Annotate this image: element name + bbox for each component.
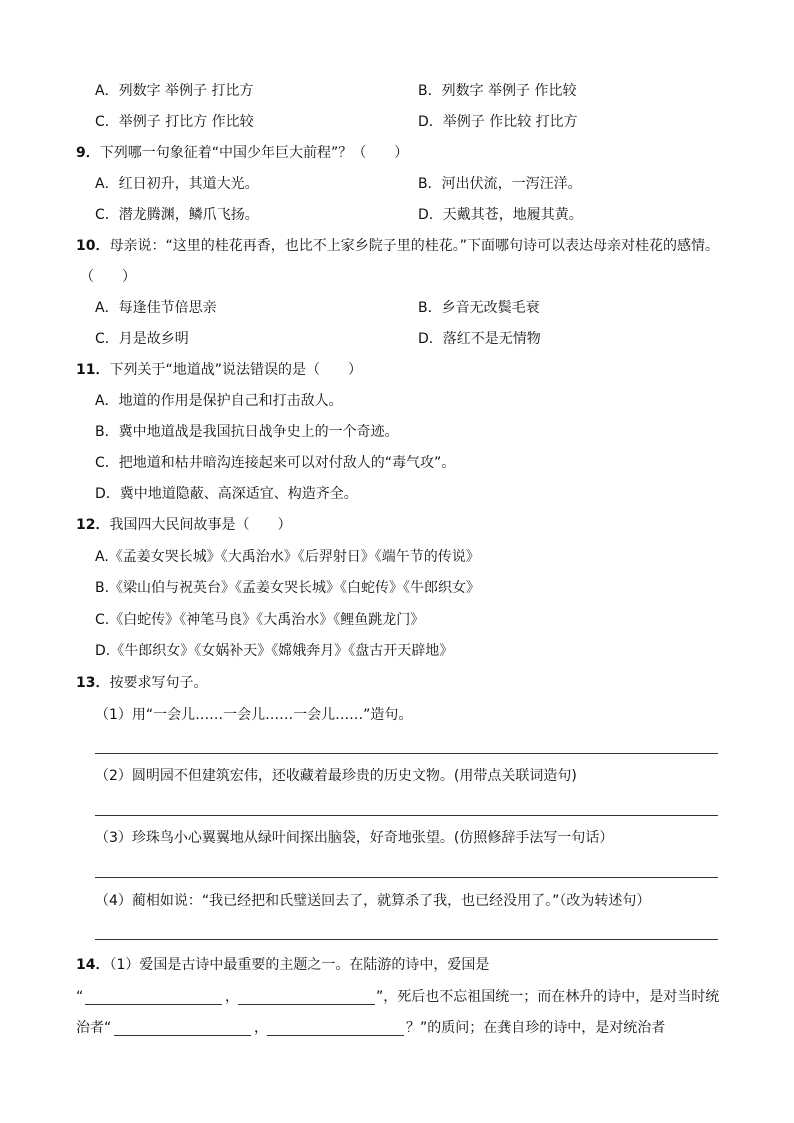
q11-stem: [76, 360, 362, 380]
q11-text: 下列关于“地道战”说法错误的是（ ）: [109, 362, 362, 378]
q8-option-a: A．列数字 举例子 打比方: [95, 83, 254, 99]
q14-text-1: （1）爱国是古诗中最重要的主题之一。在陆游的诗中，爱国是: [109, 957, 490, 973]
q13-stem: [76, 673, 207, 693]
q13-sub3: （3）珍珠鸟小心翼翼地从绿叶间探出脑袋，好奇地张望。(仿照修辞手法写一句话）: [95, 830, 614, 846]
q12-text: 我国四大民间故事是（ ）: [109, 517, 292, 533]
q14-blank-2[interactable]: [238, 1004, 375, 1005]
q14-line-2-rest: ”，死后也不忘祖国统一；而在林升的诗中，是对当时统: [376, 989, 720, 1005]
q9-stem: [76, 143, 408, 163]
q13-sub2: （2）圆明园不但建筑宏伟，还收藏着最珍贵的历史文物。(用带点关联词造句): [95, 768, 577, 784]
q13-answer-line-1[interactable]: [95, 753, 718, 754]
q12-option-a: A.《孟姜女哭长城》《大禹治水》《后羿射日》《端午节的传说》: [95, 549, 480, 565]
q13-answer-line-2[interactable]: [95, 815, 718, 816]
q10-option-a: A．每逢佳节倍思亲: [95, 300, 217, 316]
q13-number: 13．: [76, 675, 110, 691]
q9-text: 下列哪一句象征着“中国少年巨大前程”？（ ）: [99, 145, 409, 161]
q14-line-2-comma: ，: [225, 989, 239, 1005]
q14-blank-1[interactable]: [85, 1004, 222, 1005]
q11-option-a: A．地道的作用是保护自己和打击敌人。: [95, 393, 343, 409]
q10-option-c: C．月是故乡明: [95, 331, 189, 347]
q11-option-c: C．把地道和枯井暗沟连接起来可以对付敌人的“毒气攻”。: [95, 455, 456, 471]
q12-number: 12．: [76, 517, 110, 533]
q12-option-d: D.《牛郎织女》《女娲补天》《嫦娥奔月》《盘古开天辟地》: [95, 643, 454, 659]
q10-option-b: B．乡音无改鬓毛衰: [418, 300, 540, 316]
q9-option-d: D．天戴其苍，地履其黄。: [418, 207, 583, 223]
q13-answer-line-4[interactable]: [95, 939, 718, 940]
q14-line-3-comma: ，: [254, 1020, 268, 1036]
q10-option-d: D．落红不是无情物: [418, 331, 541, 347]
q10-text: 母亲说：“这里的桂花再香，也比不上家乡院子里的桂花。”下面哪句诗可以表达母亲对桂花的感情。: [109, 238, 719, 254]
q9-option-c: C．潜龙腾渊，鳞爪飞扬。: [95, 207, 259, 223]
q9-number: 9．: [76, 145, 100, 161]
q8-option-b: B．列数字 举例子 作比较: [418, 83, 577, 99]
q8-option-c: C．举例子 打比方 作比较: [95, 114, 254, 130]
q10-number: 10．: [76, 238, 110, 254]
q14-line-3-open: 治者“: [76, 1020, 112, 1036]
q13-sub4: （4）蔺相如说：“我已经把和氏璧送回去了，就算杀了我，也已经没用了。”（改为转述句）: [95, 893, 651, 909]
q8-option-d: D．举例子 作比较 打比方: [418, 114, 578, 130]
q14-blank-3[interactable]: [114, 1035, 251, 1036]
q9-option-b: B．河出伏流，一泻汪洋。: [418, 176, 582, 192]
q14-line-2-open: “: [76, 989, 84, 1005]
q12-option-c: C.《白蛇传》《神笔马良》《大禹治水》《鲤鱼跳龙门》: [95, 612, 425, 628]
q13-answer-line-3[interactable]: [95, 877, 718, 878]
q10-stem: [76, 236, 719, 256]
q13-text: 按要求写句子。: [109, 675, 208, 691]
q11-option-d: D．冀中地道隐蔽、高深适宜、构造齐全。: [95, 486, 358, 502]
q10-paren: （ ）: [80, 269, 136, 285]
q14-number: 14．: [76, 957, 110, 973]
q9-option-a: A．红日初升，其道大光。: [95, 176, 259, 192]
q14-line-1: [76, 955, 489, 975]
q12-stem: [76, 515, 291, 535]
q12-option-b: B.《梁山伯与祝英台》《孟姜女哭长城》《白蛇传》《牛郎织女》: [95, 580, 481, 596]
q13-sub1: （1）用“一会儿……一会儿……一会儿……”造句。: [95, 707, 413, 723]
q14-line-3-rest: ？”的质问；在龚自珍的诗中，是对统治者: [406, 1020, 666, 1036]
q14-blank-4[interactable]: [267, 1035, 404, 1036]
q11-option-b: B．冀中地道战是我国抗日战争史上的一个奇迹。: [95, 424, 399, 440]
q11-number: 11．: [76, 362, 110, 378]
